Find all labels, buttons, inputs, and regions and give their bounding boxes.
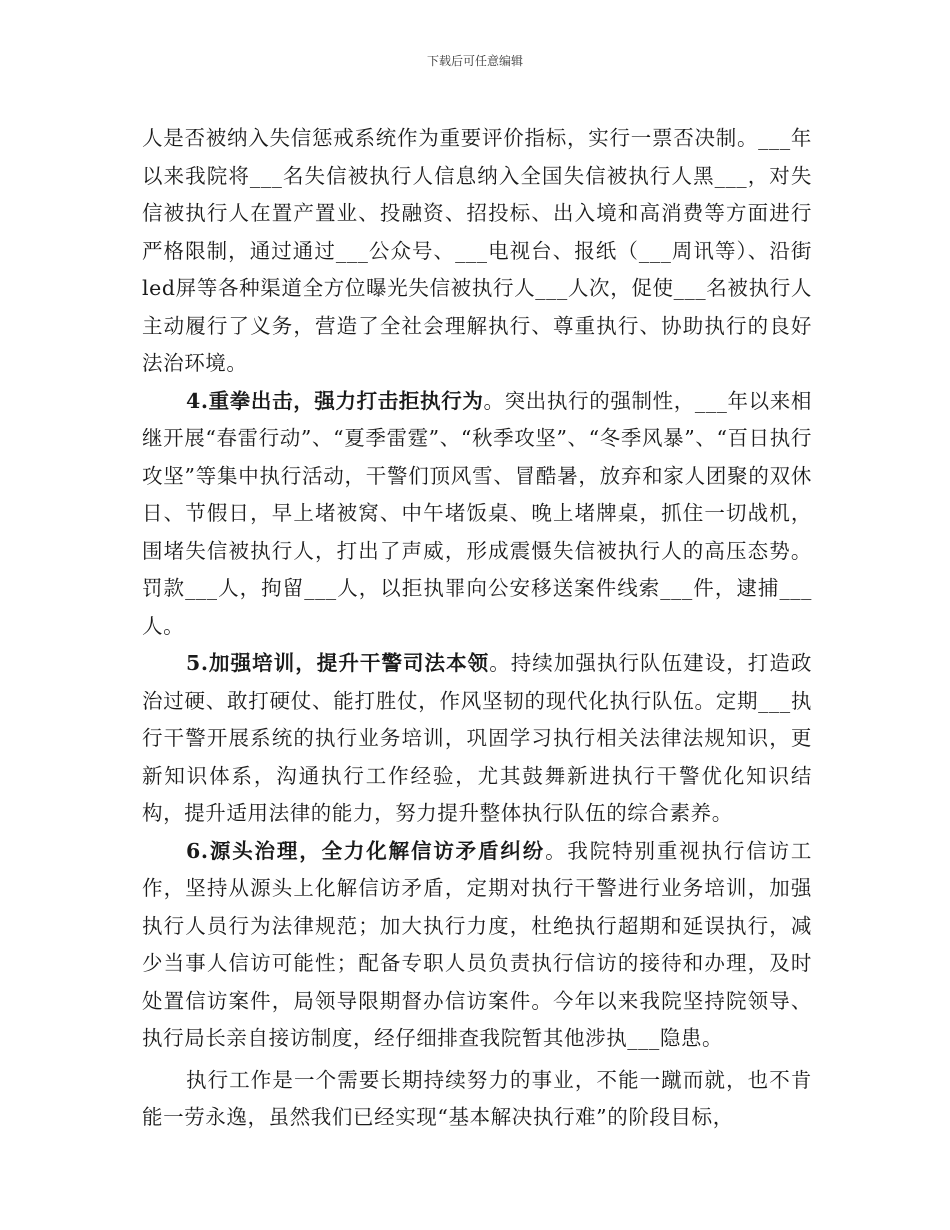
paragraph-continuation — [142, 120, 812, 383]
paragraph-text: 。我院特别重视执行信访工作，坚持从源头上化解信访矛盾，定期对执行干警进行业务培训，加强执行人员行为法律规范；加大执行力度，杜绝执行超期和延误执行，减少当事人信访可能性；配备专职人员负责执行信访的接待和办理，及时处置信访案件，局领导限期督办信访案件。今年以来我院坚持院领导、执行局长亲自接访制度，经仔细排查我院暂其他涉执___隐患。 — [142, 838, 813, 1050]
paragraph-text: 。持续加强执行队伍建设，打造政治过硬、敢打硬仗、能打胜仗，作风坚韧的现代化执行队伍。定期___执行干警开展系统的执行业务培训，巩固学习执行相关法律法规知识，更新知识体系，沟通执行工作经验，尤其鼓舞新进执行干警优化知识结构，提升适用法律的能力，努力提升整体执行队伍的综合素养。 — [142, 651, 812, 825]
paragraph-heading: 5.加强培训，提升干警司法本领 — [186, 651, 490, 675]
page-header: 下载后可任意编辑 — [426, 54, 523, 68]
document-body — [142, 120, 812, 1137]
paragraph-conclusion — [142, 1062, 812, 1137]
paragraph-heading: 6.源头治理，全力化解信访矛盾纠纷 — [186, 838, 546, 863]
paragraph-text: 人是否被纳入失信惩戒系统作为重要评价指标，实行一票否决制。___年以来我院将___名失信被执行人信息纳入全国失信被执行人黑___，对失信被执行人在置产置业、投融资、招投标、出入境和高消费等方面进行严格限制，通过通过___公众号、___电视台、报纸（___周讯等）、沿街led屏等各种渠道全方位曝光失信被执行人___人次，促使___名被执行人主动履行了义务，营造了全社会理解执行、尊重执行、协助执行的良好法治环境。 — [142, 126, 812, 375]
paragraph-item-5 — [142, 645, 812, 833]
paragraph-item-4 — [142, 383, 812, 646]
paragraph-text: 。突出执行的强制性，___年以来相继开展“春雷行动”、“夏季雷霆”、“秋季攻坚”、“冬季风暴”、“百日执行攻坚”等集中执行活动，干警们顶风雪、冒酷暑，放弃和家人团聚的双休日、节假日，早上堵被窝、中午堵饭桌、晚上堵牌桌，抓住一切战机，围堵失信被执行人，打出了声威，形成震慑失信被执行人的高压态势。罚款___人，拘留___人，以拒执罪向公安移送案件线索___件，逮捕___人。 — [142, 388, 813, 638]
paragraph-heading: 4.重拳出击，强力打击拒执行为 — [186, 388, 484, 413]
paragraph-text: 执行工作是一个需要长期持续努力的事业，不能一蹴而就，也不肯能一劳永逸，虽然我们已经实现“基本解决执行难”的阶段目标， — [142, 1067, 812, 1129]
paragraph-item-6 — [142, 833, 812, 1058]
